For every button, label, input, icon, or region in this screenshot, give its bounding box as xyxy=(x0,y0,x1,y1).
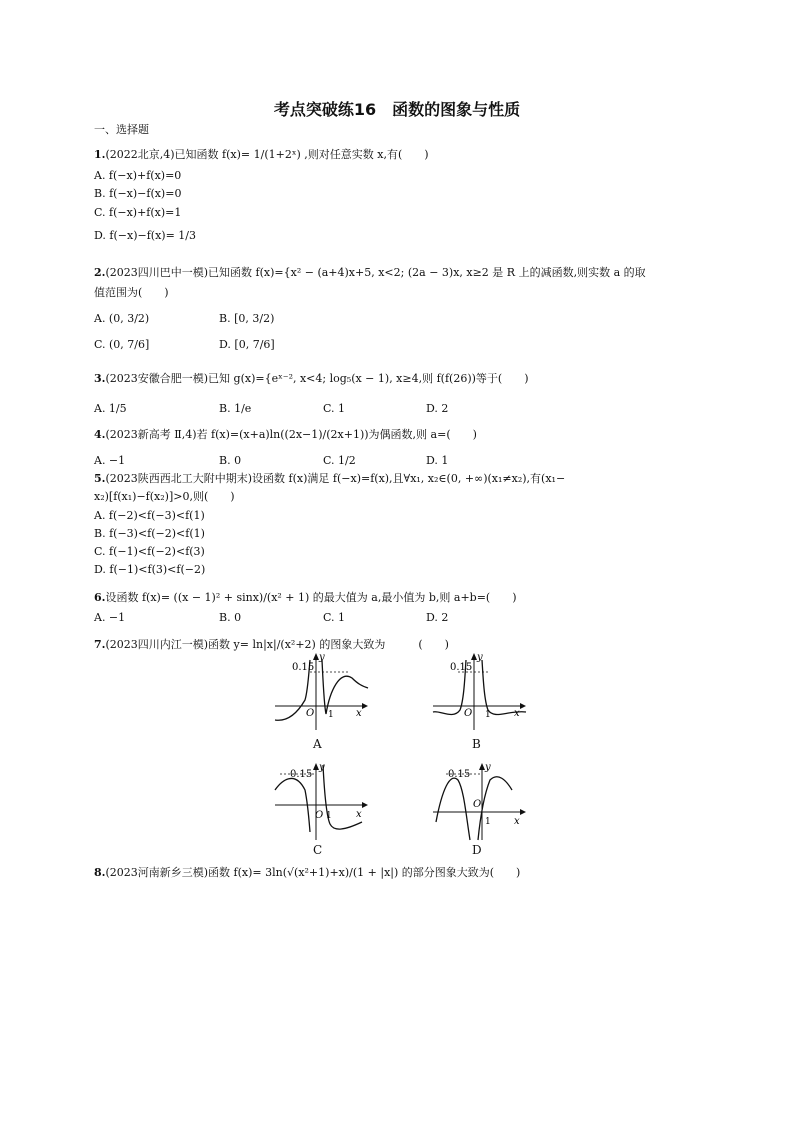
y-axis-label: y xyxy=(485,762,491,773)
y-axis-label: y xyxy=(319,762,325,773)
section-heading: 一、选择题 xyxy=(94,123,149,136)
question-stem: (2023新高考 Ⅱ,4)若 f(x)=(x+a)ln((2x−1)/(2x+1))为偶函数,则 a=( ) xyxy=(105,428,477,441)
question-number: 4. xyxy=(94,428,106,441)
question-number: 8. xyxy=(94,866,106,879)
x-tick-one: 1 xyxy=(328,710,334,720)
question-5 xyxy=(94,472,565,486)
option-b: B. 0 xyxy=(219,454,242,467)
x-axis-label: x xyxy=(356,708,362,719)
question-stem: (2023四川内江一模)函数 y= ln|x|/(x²+2) 的图象大致为 ( ) xyxy=(105,638,449,651)
y-tick-label: 0.15 xyxy=(290,769,313,780)
question-8 xyxy=(94,866,520,880)
x-axis-label: x xyxy=(356,809,362,820)
option-d: D. 2 xyxy=(426,611,449,624)
option-a: A. f(−2)<f(−3)<f(1) xyxy=(94,509,205,522)
question-number: 7. xyxy=(94,638,106,651)
origin-label: O xyxy=(306,708,315,719)
graph-a-label: A xyxy=(313,737,322,751)
question-3 xyxy=(94,372,528,386)
option-a: A. f(−x)+f(x)=0 xyxy=(94,169,182,182)
option-b: B. 0 xyxy=(219,611,242,624)
graph-b-label: B xyxy=(472,737,481,751)
option-a: A. 1/5 xyxy=(94,402,127,415)
y-axis-label: y xyxy=(319,652,325,663)
question-stem: (2023陕西西北工大附中期末)设函数 f(x)满足 f(−x)=f(x),且∀x₁, x₂∈(0, +∞)(x₁≠x₂),有(x₁− xyxy=(105,472,566,485)
option-c: C. 1 xyxy=(323,402,346,415)
option-b: B. 1/e xyxy=(219,402,252,415)
origin-label: O xyxy=(473,799,482,810)
graph-c[interactable] xyxy=(270,760,370,845)
graph-d[interactable] xyxy=(428,760,528,845)
question-4 xyxy=(94,428,477,442)
option-b: B. [0, 3/2) xyxy=(219,312,275,325)
question-stem-continued: x₂)[f(x₁)−f(x₂)]>0,则( ) xyxy=(94,490,235,503)
x-tick-one: 1 xyxy=(485,817,491,827)
x-axis-label: x xyxy=(514,708,520,719)
y-tick-label: 0.15 xyxy=(292,662,315,673)
option-b: B. f(−x)−f(x)=0 xyxy=(94,187,182,200)
option-c: C. f(−x)+f(x)=1 xyxy=(94,206,182,219)
question-number: 5. xyxy=(94,472,106,485)
option-d: D. f(−1)<f(3)<f(−2) xyxy=(94,563,206,576)
question-2 xyxy=(94,266,646,280)
question-number: 1. xyxy=(94,148,106,161)
option-a: A. −1 xyxy=(94,454,126,467)
question-1 xyxy=(94,148,429,162)
option-c: C. 1/2 xyxy=(323,454,356,467)
option-d: D. 2 xyxy=(426,402,449,415)
option-b: B. f(−3)<f(−2)<f(1) xyxy=(94,527,205,540)
question-number: 3. xyxy=(94,372,106,385)
graph-c-label: C xyxy=(313,843,323,857)
question-stem: (2022北京,4)已知函数 f(x)= 1/(1+2ˣ) ,则对任意实数 x,有( ) xyxy=(105,148,429,161)
graph-a[interactable] xyxy=(270,650,370,735)
question-number: 6. xyxy=(94,591,106,604)
option-a: A. −1 xyxy=(94,611,126,624)
question-number: 2. xyxy=(94,266,106,279)
origin-label: O xyxy=(315,810,324,821)
y-axis-label: y xyxy=(477,652,483,663)
option-d: D. [0, 7/6] xyxy=(219,338,275,351)
y-tick-label: 0.15 xyxy=(448,769,471,780)
y-tick-label: 0.15 xyxy=(450,662,473,673)
x-tick-one: 1 xyxy=(326,811,332,821)
question-stem: 设函数 f(x)= ((x − 1)² + sinx)/(x² + 1) 的最大值为 a,最小值为 b,则 a+b=( ) xyxy=(105,591,517,604)
graph-b[interactable] xyxy=(428,650,528,735)
graph-d-label: D xyxy=(472,843,482,857)
option-a: A. (0, 3/2) xyxy=(94,312,150,325)
page-title: 考点突破练16 函数的图象与性质 xyxy=(273,100,521,119)
option-d: D. 1 xyxy=(426,454,449,467)
origin-label: O xyxy=(464,708,473,719)
question-stem: (2023四川巴中一模)已知函数 f(x)={x² − (a+4)x+5, x<2; (2a − 3)x, x≥2 是 R 上的减函数,则实数 a 的取 xyxy=(105,266,646,279)
x-axis-label: x xyxy=(514,816,520,827)
option-d: D. f(−x)−f(x)= 1/3 xyxy=(94,229,196,242)
x-tick-one: 1 xyxy=(485,710,491,720)
option-c: C. (0, 7/6] xyxy=(94,338,150,351)
option-c: C. f(−1)<f(−2)<f(3) xyxy=(94,545,205,558)
question-stem-continued: 值范围为( ) xyxy=(94,286,169,299)
question-stem: (2023河南新乡三模)函数 f(x)= 3ln(√(x²+1)+x)/(1 + |x|) 的部分图象大致为( ) xyxy=(105,866,521,879)
option-c: C. 1 xyxy=(323,611,346,624)
question-6 xyxy=(94,591,517,605)
question-stem: (2023安徽合肥一模)已知 g(x)={eˣ⁻², x<4; log₅(x − 1), x≥4,则 f(f(26))等于( ) xyxy=(105,372,529,385)
